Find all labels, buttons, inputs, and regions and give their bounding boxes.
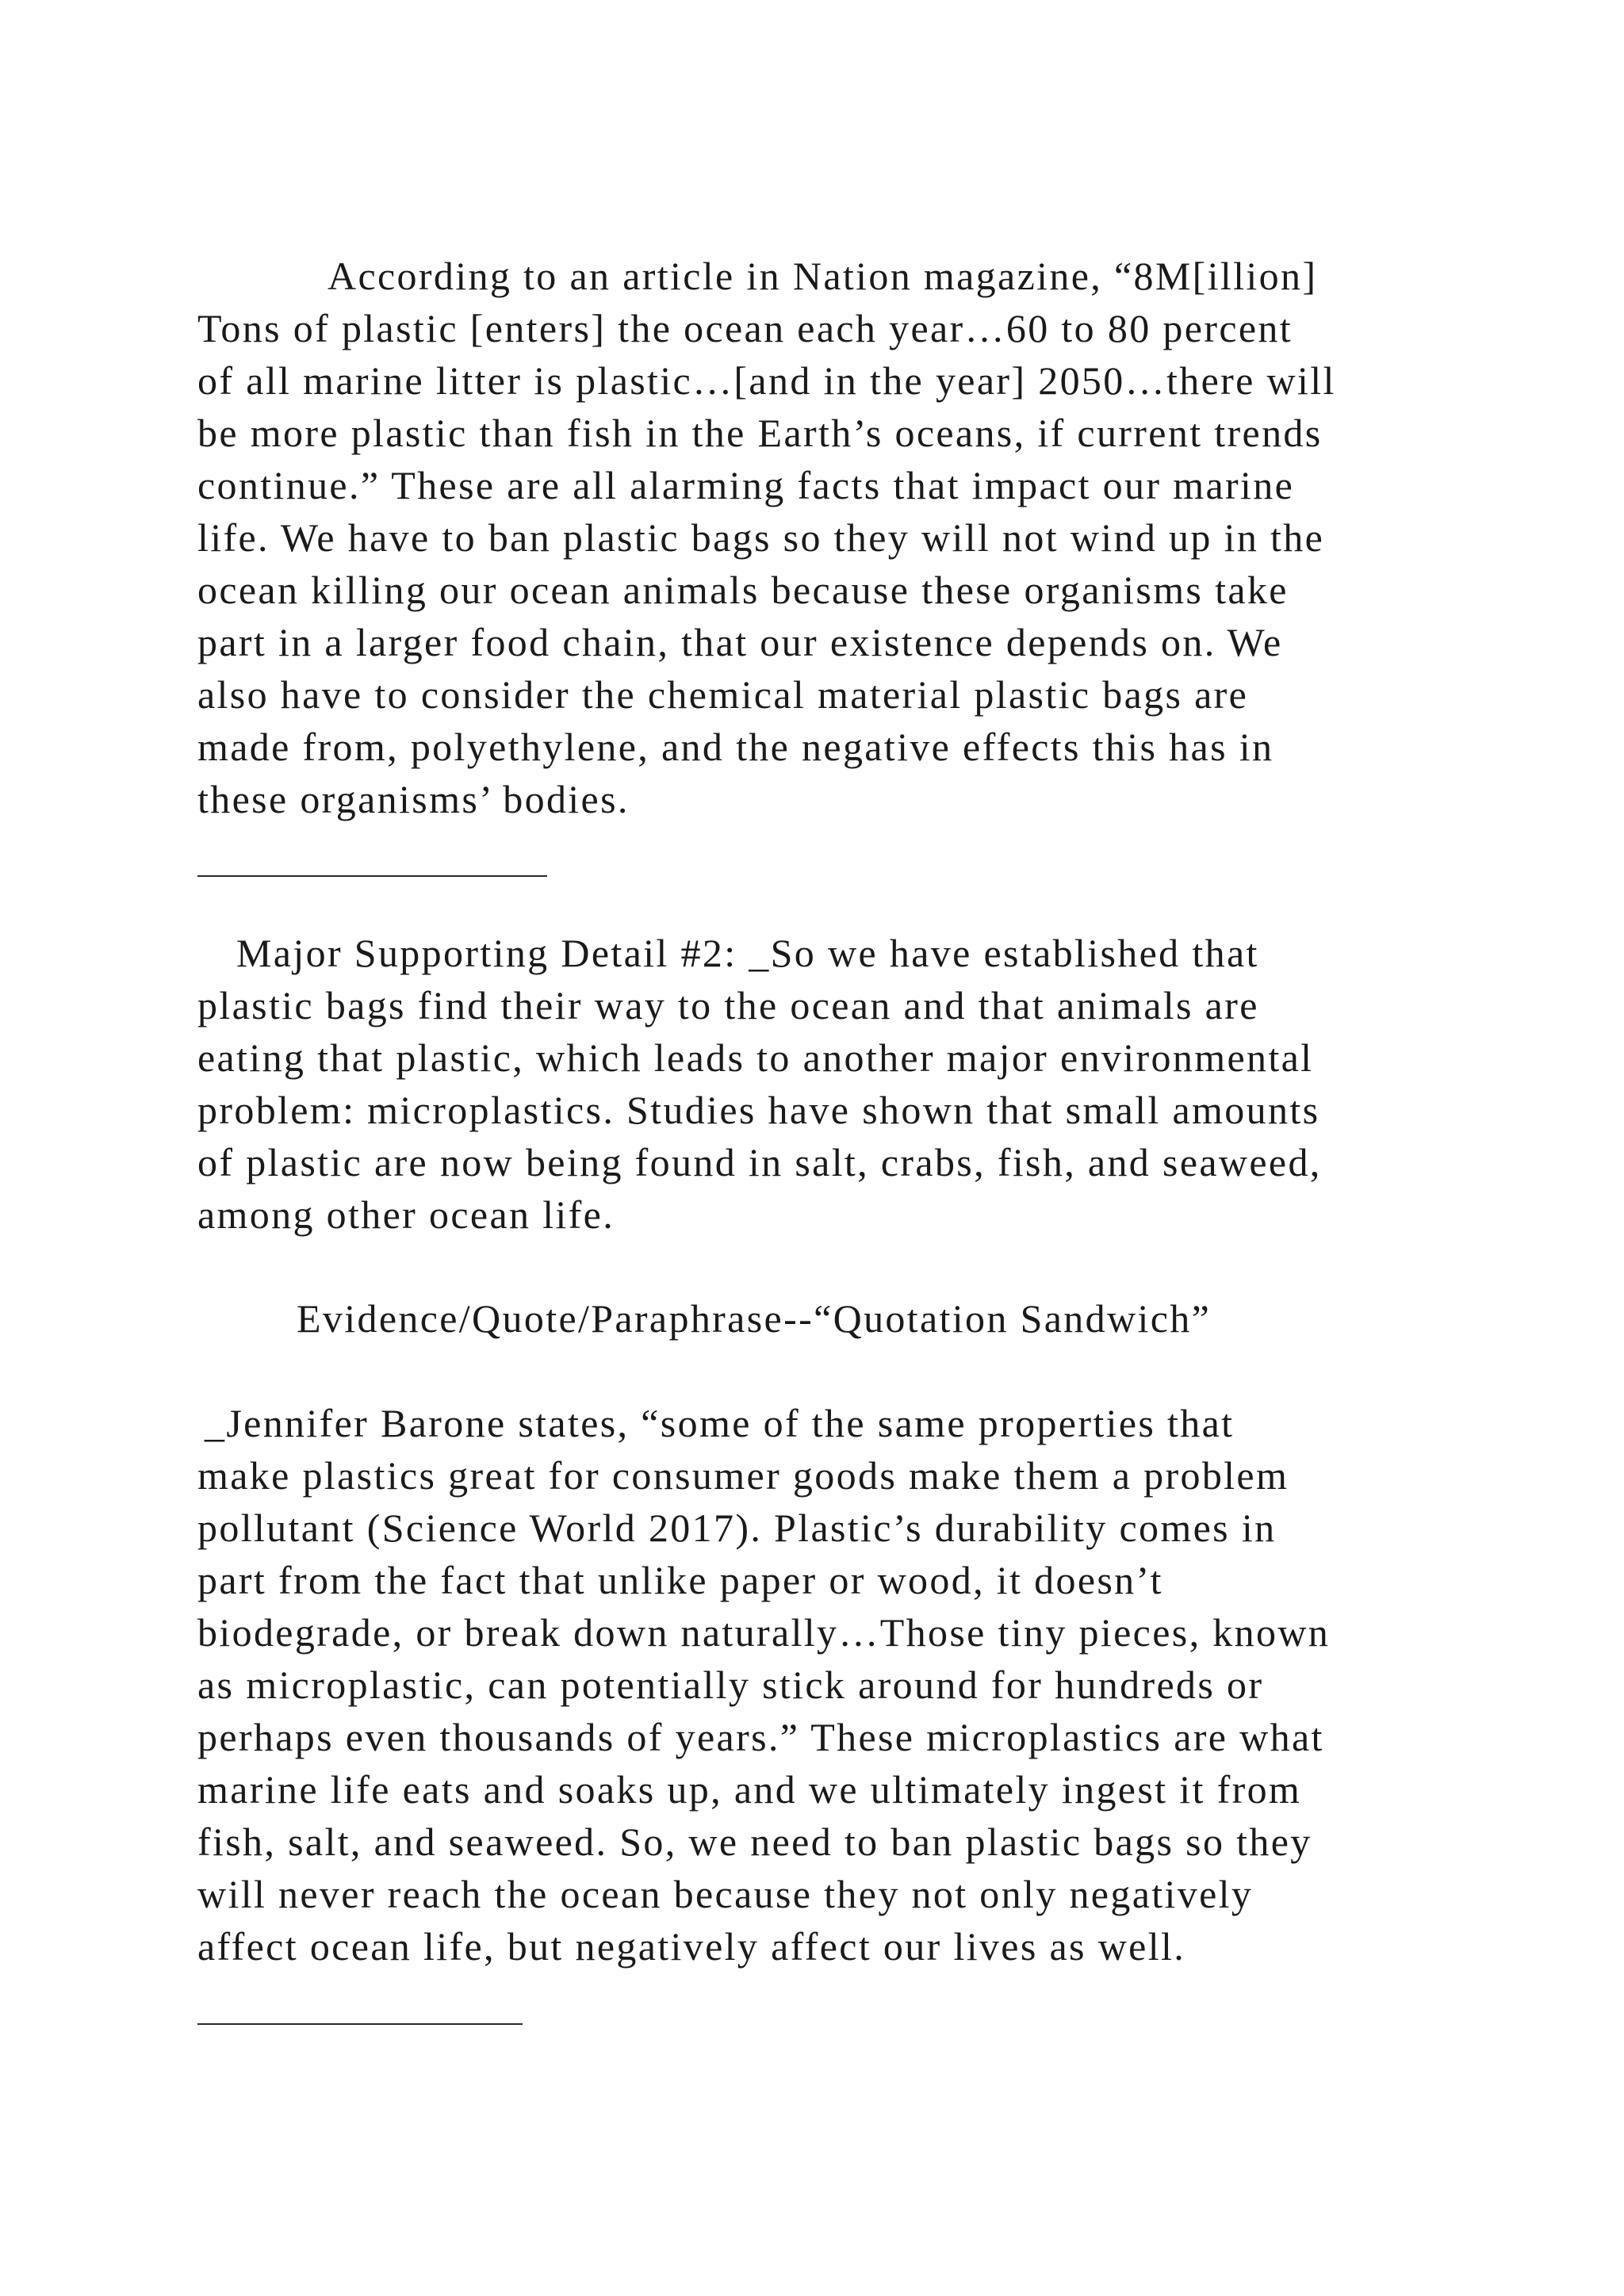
paragraph-line: of all marine litter is plastic…[and in the year] 2050…there will: [197, 358, 1336, 403]
paragraph-line: fish, salt, and seaweed. So, we need to ban plastic bags so they: [197, 1820, 1312, 1864]
paragraph-line: pollutant (Science World 2017). Plastic’s durability comes in: [197, 1506, 1277, 1550]
separator-rule: [197, 875, 547, 877]
paragraph-line: problem: microplastics. Studies have shown that small amounts: [197, 1088, 1320, 1132]
evidence-heading: Evidence/Quote/Paraphrase--“Quotation Sandwich”: [297, 1296, 1212, 1341]
paragraph-line: plastic bags find their way to the ocean and that animals are: [197, 983, 1259, 1027]
paragraph-line: among other ocean life.: [197, 1192, 615, 1237]
paragraph-line: also have to consider the chemical material plastic bags are: [197, 672, 1249, 717]
paragraph-line: Tons of plastic [enters] the ocean each year…60 to 80 percent: [197, 306, 1293, 350]
paragraph-line: biodegrade, or break down naturally…Those tiny pieces, known: [197, 1610, 1331, 1655]
paragraph-line: part in a larger food chain, that our existence depends on. We: [197, 620, 1283, 664]
paragraph-line: as microplastic, can potentially stick around for hundreds or: [197, 1663, 1264, 1707]
paragraph-line: _Jennifer Barone states, “some of the same properties that: [205, 1401, 1235, 1445]
paragraph-line: will never reach the ocean because they not only negatively: [197, 1872, 1254, 1916]
paragraph-line: life. We have to ban plastic bags so they will not wind up in the: [197, 515, 1325, 560]
paragraph-line: affect ocean life, but negatively affect our lives as well.: [197, 1924, 1186, 1969]
paragraph-line: be more plastic than fish in the Earth’s oceans, if current trends: [197, 411, 1323, 455]
paragraph-line: perhaps even thousands of years.” These microplastics are what: [197, 1715, 1324, 1759]
paragraph-line: part from the fact that unlike paper or wood, it doesn’t: [197, 1558, 1163, 1602]
paragraph-line: of plastic are now being found in salt, crabs, fish, and seaweed,: [197, 1140, 1322, 1184]
paragraph-line: eating that plastic, which leads to another major environmental: [197, 1035, 1314, 1080]
paragraph-line: these organisms’ bodies.: [197, 777, 630, 821]
separator-rule: [197, 2023, 523, 2025]
paragraph-line: Major Supporting Detail #2: _So we have established that: [236, 931, 1259, 975]
paragraph-line: ocean killing our ocean animals because these organisms take: [197, 568, 1289, 612]
paragraph-line: marine life eats and soaks up, and we ultimately ingest it from: [197, 1767, 1302, 1812]
paragraph-line: made from, polyethylene, and the negative effects this has in: [197, 725, 1274, 769]
paragraph-line: According to an article in Nation magazine, “8M[illion]: [327, 254, 1318, 298]
paragraph-line: continue.” These are all alarming facts that impact our marine: [197, 463, 1295, 507]
paragraph-line: make plastics great for consumer goods make them a problem: [197, 1453, 1289, 1498]
